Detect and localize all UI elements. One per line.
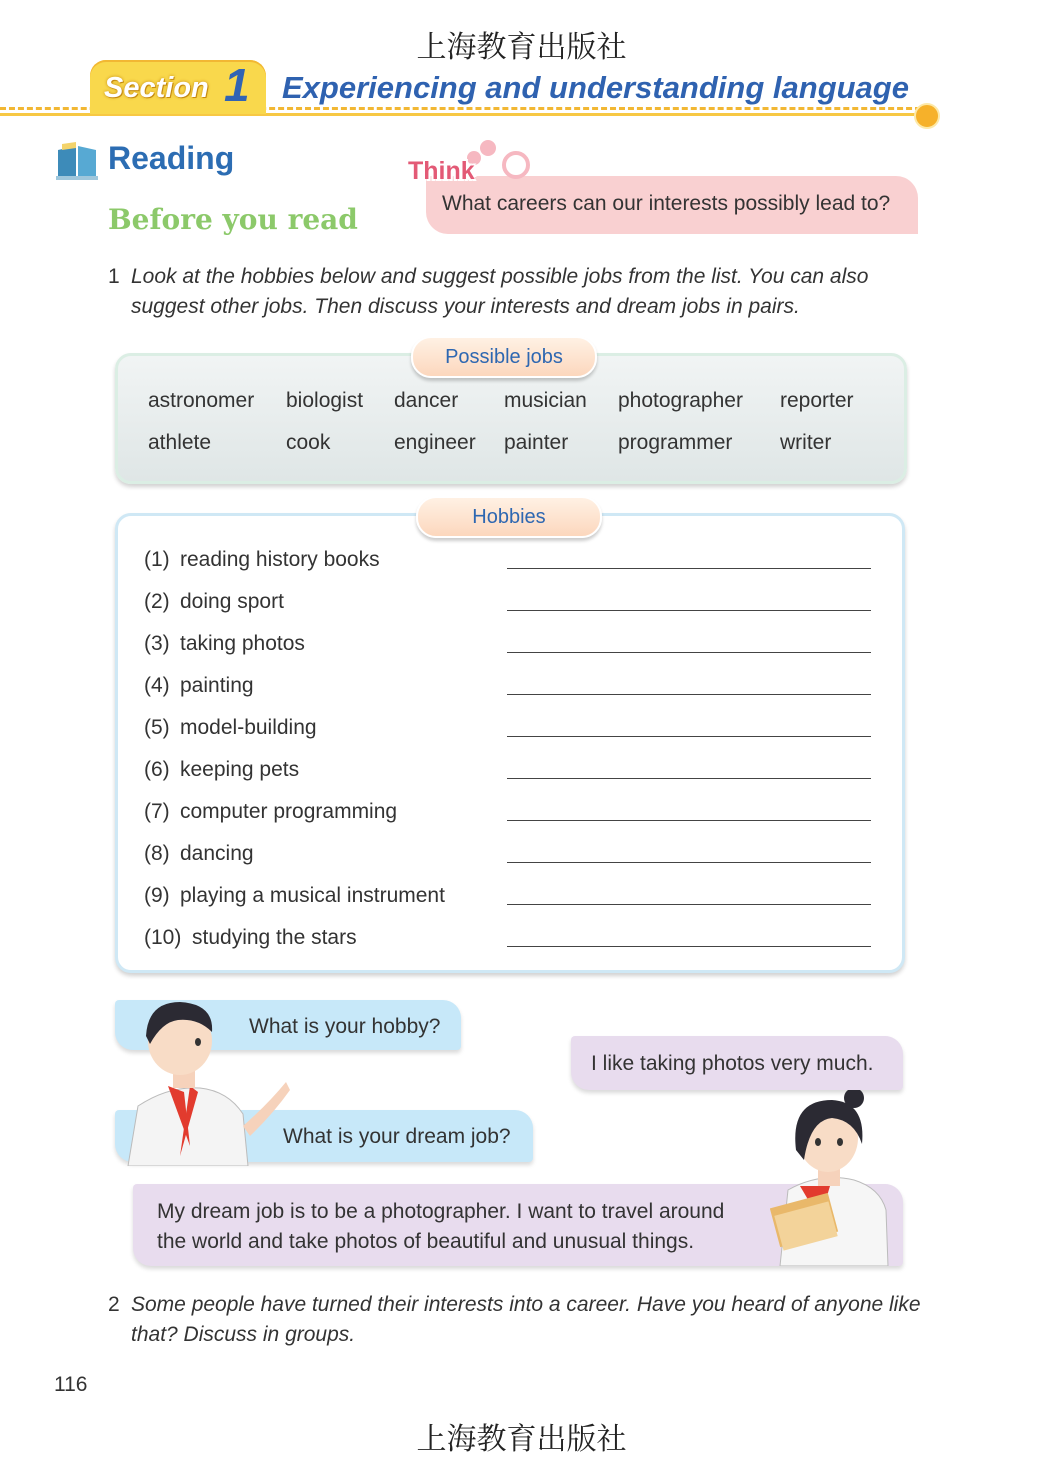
possible-jobs-title: Possible jobs xyxy=(411,336,597,378)
job-word: dancer xyxy=(394,389,459,412)
before-you-read-heading: Before you read xyxy=(108,203,358,236)
hobby-text: reading history books xyxy=(180,548,380,571)
dialogue-answer-2-line2: the world and take photos of beautiful and unusual things. xyxy=(157,1230,695,1253)
hobby-text: playing a musical instrument xyxy=(180,884,445,907)
section-title: Experiencing and understanding language xyxy=(282,70,909,105)
hobby-number: (1) xyxy=(144,548,170,571)
hobby-number: (4) xyxy=(144,674,170,697)
job-word: painter xyxy=(504,431,569,454)
hobby-number: (5) xyxy=(144,716,170,739)
publisher-header: 上海教育出版社 xyxy=(416,30,627,65)
instruction-1 xyxy=(108,262,921,322)
hobby-number: (3) xyxy=(144,632,170,655)
hobby-text: painting xyxy=(180,674,254,697)
answer-line[interactable] xyxy=(507,946,871,947)
dialogue-answer-1: I like taking photos very much. xyxy=(591,1052,874,1075)
job-word: cook xyxy=(286,431,331,454)
think-label: Think xyxy=(408,157,475,185)
answer-line[interactable] xyxy=(507,610,871,611)
hobbies-title: Hobbies xyxy=(416,496,602,538)
instruction-1-number: 1 xyxy=(108,265,120,288)
answer-line[interactable] xyxy=(507,820,871,821)
job-word: musician xyxy=(504,389,587,412)
hobby-text: keeping pets xyxy=(180,758,300,781)
hobby-number: (8) xyxy=(144,842,170,865)
job-word: athlete xyxy=(148,431,212,454)
hobby-text: computer programming xyxy=(180,800,398,823)
girl-student-illustration xyxy=(770,1090,895,1266)
job-word: programmer xyxy=(618,431,733,454)
instruction-1-text: Look at the hobbies below and suggest possible jobs from the list. You can also suggest other jobs. Then discuss your interests and dream jobs in pairs. xyxy=(131,265,869,318)
think-question: What careers can our interests possibly lead to? xyxy=(442,192,891,215)
hobby-number: (6) xyxy=(144,758,170,781)
book-icon xyxy=(54,140,100,180)
instruction-2 xyxy=(108,1290,921,1350)
answer-line[interactable] xyxy=(507,862,871,863)
job-word: astronomer xyxy=(148,389,255,412)
section-end-dot xyxy=(914,103,940,129)
answer-line[interactable] xyxy=(507,904,871,905)
section-number: 1 xyxy=(224,59,250,111)
answer-line[interactable] xyxy=(507,694,871,695)
answer-line[interactable] xyxy=(507,736,871,737)
page-number: 116 xyxy=(54,1373,88,1396)
dialogue-question-1: What is your hobby? xyxy=(249,1015,441,1038)
job-word: writer xyxy=(780,431,832,454)
instruction-2-text: Some people have turned their interests into a career. Have you heard of anyone like that? Discuss in groups. xyxy=(131,1293,921,1346)
hobby-number: (7) xyxy=(144,800,170,823)
publisher-footer: 上海教育出版社 xyxy=(416,1422,627,1457)
dialogue-answer-2-line1: My dream job is to be a photographer. I want to travel around xyxy=(157,1200,725,1223)
hobby-text: taking photos xyxy=(180,632,305,655)
reading-title: Reading xyxy=(108,140,235,176)
job-word: reporter xyxy=(780,389,854,412)
hobby-number: (2) xyxy=(144,590,170,613)
hobby-text: model-building xyxy=(180,716,317,739)
instruction-2-number: 2 xyxy=(108,1293,120,1316)
hobby-text: studying the stars xyxy=(192,926,357,949)
hobby-text: doing sport xyxy=(180,590,284,613)
hobby-text: dancing xyxy=(180,842,254,865)
section-word: Section xyxy=(104,72,209,104)
answer-line[interactable] xyxy=(507,778,871,779)
answer-line[interactable] xyxy=(507,568,871,569)
job-word: photographer xyxy=(618,389,743,412)
hobby-number: (10) xyxy=(144,926,182,949)
job-word: engineer xyxy=(394,431,476,454)
answer-line[interactable] xyxy=(507,652,871,653)
job-word: biologist xyxy=(286,389,364,412)
boy-student-illustration xyxy=(118,996,293,1166)
dialogue-question-2: What is your dream job? xyxy=(283,1125,511,1148)
hobby-number: (9) xyxy=(144,884,170,907)
